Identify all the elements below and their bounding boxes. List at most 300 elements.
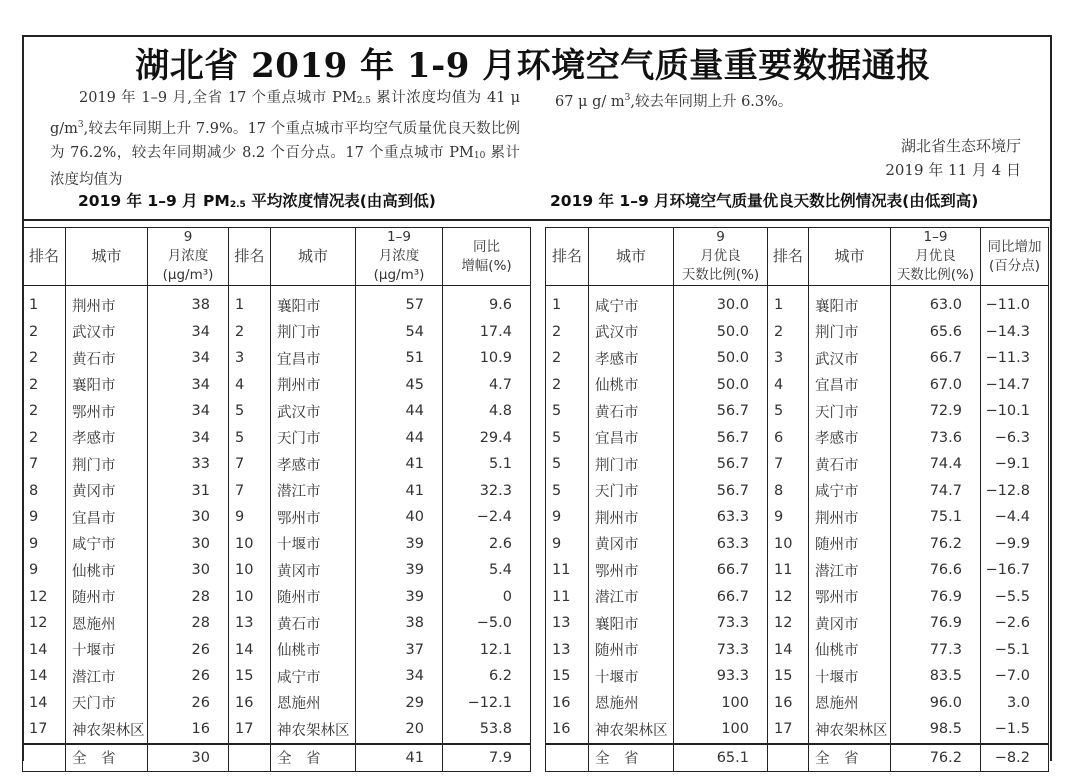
rank-cell: 2: [546, 372, 589, 399]
city-cell: 鄂州市: [271, 504, 356, 531]
city-cell: 黄冈市: [66, 478, 148, 505]
table-row: [546, 425, 1049, 452]
table-row: [23, 584, 531, 611]
value-cell: 34: [148, 319, 229, 346]
table-row: [546, 345, 1049, 372]
rank-cell: 12: [768, 584, 809, 611]
change-cell: 53.8: [443, 716, 531, 744]
rank-cell: 11: [546, 584, 589, 611]
rank-cell: 11: [768, 557, 809, 584]
rank-cell: 14: [23, 690, 66, 717]
city-cell: 潜江市: [66, 663, 148, 690]
city-cell: 武汉市: [66, 319, 148, 346]
rank-cell: 5: [546, 451, 589, 478]
value-cell: 74.7: [891, 478, 981, 505]
change-cell: −4.4: [981, 504, 1049, 531]
value-cell: 83.5: [891, 663, 981, 690]
rank-cell: 6: [768, 425, 809, 452]
table1-title-subscript: 2.5: [229, 200, 246, 210]
table-row: [546, 398, 1049, 425]
value-cell: 20: [356, 716, 443, 744]
value-cell: 30: [148, 557, 229, 584]
city-cell: 孝感市: [66, 425, 148, 452]
value-cell: 96.0: [891, 690, 981, 717]
rank-cell: 2: [23, 319, 66, 346]
city-cell: 随州市: [271, 584, 356, 611]
city-cell: 天门市: [589, 478, 674, 505]
city-cell: 十堰市: [271, 531, 356, 558]
value-cell: 65.6: [891, 319, 981, 346]
change-cell: −11.0: [981, 286, 1049, 319]
city-cell: 恩施州: [271, 690, 356, 717]
change-cell: −10.1: [981, 398, 1049, 425]
rank-cell: 10: [229, 584, 271, 611]
change-cell: 12.1: [443, 637, 531, 664]
change-cell: −2.4: [443, 504, 531, 531]
rank-cell: 17: [229, 716, 271, 744]
column-header: 同比 增幅(%): [443, 228, 531, 286]
change-cell: −8.2: [981, 744, 1049, 772]
column-header: 排名: [546, 228, 589, 286]
column-header: 城市: [66, 228, 148, 286]
value-cell: 41: [356, 744, 443, 772]
column-header: 城市: [809, 228, 891, 286]
value-cell: 76.6: [891, 557, 981, 584]
rank-cell: 2: [23, 372, 66, 399]
table-row: [23, 610, 531, 637]
value-cell: 63.3: [674, 531, 768, 558]
table-row: [546, 557, 1049, 584]
city-cell: 荆州市: [589, 504, 674, 531]
column-header: 同比增加 (百分点): [981, 228, 1049, 286]
city-cell: 鄂州市: [589, 557, 674, 584]
rank-cell: [23, 744, 66, 772]
table-row: [546, 451, 1049, 478]
city-cell: 全 省: [271, 744, 356, 772]
value-cell: 66.7: [674, 584, 768, 611]
rank-cell: 7: [229, 451, 271, 478]
table-row: [546, 610, 1049, 637]
change-cell: −11.3: [981, 345, 1049, 372]
city-cell: 宜昌市: [589, 425, 674, 452]
rank-cell: 9: [546, 531, 589, 558]
column-header: 1–9 月浓度 (μg/m³): [356, 228, 443, 286]
change-cell: 29.4: [443, 425, 531, 452]
rank-cell: 9: [23, 557, 66, 584]
value-cell: 76.2: [891, 744, 981, 772]
rank-cell: 16: [546, 716, 589, 744]
value-cell: 38: [148, 286, 229, 319]
rank-cell: 9: [229, 504, 271, 531]
value-cell: 76.9: [891, 610, 981, 637]
value-cell: 45: [356, 372, 443, 399]
value-cell: 65.1: [674, 744, 768, 772]
value-cell: 100: [674, 690, 768, 717]
table-row: [23, 398, 531, 425]
divider: [22, 219, 1050, 221]
value-cell: 30.0: [674, 286, 768, 319]
city-cell: 荆门市: [809, 319, 891, 346]
value-cell: 76.9: [891, 584, 981, 611]
change-cell: −2.6: [981, 610, 1049, 637]
value-cell: 31: [148, 478, 229, 505]
value-cell: 56.7: [674, 478, 768, 505]
change-cell: −14.3: [981, 319, 1049, 346]
city-cell: 武汉市: [271, 398, 356, 425]
value-cell: 100: [674, 716, 768, 744]
value-cell: 50.0: [674, 372, 768, 399]
table-row: [546, 584, 1049, 611]
column-header: 排名: [23, 228, 66, 286]
rank-cell: 12: [768, 610, 809, 637]
table1-title-text: 平均浓度情况表(由高到低): [245, 192, 436, 210]
value-cell: 39: [356, 531, 443, 558]
rank-cell: 13: [546, 610, 589, 637]
value-cell: 73.3: [674, 637, 768, 664]
column-header: 城市: [271, 228, 356, 286]
change-cell: −5.1: [981, 637, 1049, 664]
city-cell: 天门市: [271, 425, 356, 452]
rank-cell: 9: [23, 504, 66, 531]
city-cell: 鄂州市: [809, 584, 891, 611]
change-cell: −12.1: [443, 690, 531, 717]
rank-cell: 14: [23, 637, 66, 664]
city-cell: 咸宁市: [809, 478, 891, 505]
rank-cell: 17: [23, 716, 66, 744]
table-row: [23, 372, 531, 399]
city-cell: 荆门市: [589, 451, 674, 478]
rank-cell: 5: [546, 478, 589, 505]
table-row: [23, 425, 531, 452]
city-cell: 黄冈市: [809, 610, 891, 637]
change-cell: −5.0: [443, 610, 531, 637]
city-cell: 全 省: [66, 744, 148, 772]
intro-superscript: 3: [77, 120, 84, 130]
value-cell: 40: [356, 504, 443, 531]
rank-cell: 10: [768, 531, 809, 558]
value-cell: 76.2: [891, 531, 981, 558]
city-cell: 十堰市: [589, 663, 674, 690]
value-cell: 28: [148, 610, 229, 637]
value-cell: 51: [356, 345, 443, 372]
change-cell: 5.1: [443, 451, 531, 478]
rank-cell: [546, 744, 589, 772]
signature-org: 湖北省生态环境厅: [900, 137, 1021, 155]
table1-title: [78, 189, 436, 211]
change-cell: −6.3: [981, 425, 1049, 452]
rank-cell: 3: [768, 345, 809, 372]
intro-paragraph: [50, 86, 520, 192]
city-cell: 荆州市: [271, 372, 356, 399]
city-cell: 襄阳市: [271, 286, 356, 319]
intro-text: 67 μ g/ m: [555, 93, 625, 110]
intro-text: 累计浓度均值为 41 μ g/m: [50, 90, 521, 137]
value-cell: 66.7: [674, 557, 768, 584]
table-row: [23, 716, 531, 744]
rank-cell: 5: [768, 398, 809, 425]
city-cell: 天门市: [809, 398, 891, 425]
value-cell: 50.0: [674, 345, 768, 372]
table-row: [23, 451, 531, 478]
city-cell: 黄石市: [66, 345, 148, 372]
rank-cell: 15: [546, 663, 589, 690]
table-row: [546, 372, 1049, 399]
value-cell: 50.0: [674, 319, 768, 346]
value-cell: 34: [148, 425, 229, 452]
rank-cell: 2: [229, 319, 271, 346]
change-cell: 0: [443, 584, 531, 611]
good-days-table: [545, 227, 1049, 772]
rank-cell: 7: [768, 451, 809, 478]
city-cell: 潜江市: [809, 557, 891, 584]
rank-cell: 5: [546, 398, 589, 425]
city-cell: 神农架林区: [66, 716, 148, 744]
change-cell: 2.6: [443, 531, 531, 558]
rank-cell: 4: [768, 372, 809, 399]
rank-cell: 7: [229, 478, 271, 505]
city-cell: 黄冈市: [589, 531, 674, 558]
rank-cell: 16: [768, 690, 809, 717]
rank-cell: 17: [768, 716, 809, 744]
city-cell: 咸宁市: [66, 531, 148, 558]
column-header: 城市: [589, 228, 674, 286]
table-row: [23, 319, 531, 346]
column-header: 9 月浓度 (μg/m³): [148, 228, 229, 286]
change-cell: 32.3: [443, 478, 531, 505]
signature-date: 2019 年 11 月 4 日: [885, 161, 1021, 179]
city-cell: 随州市: [589, 637, 674, 664]
change-cell: 4.8: [443, 398, 531, 425]
column-header: 1–9 月优良 天数比例(%): [891, 228, 981, 286]
city-cell: 神农架林区: [271, 716, 356, 744]
table-row: [546, 531, 1049, 558]
column-header: 排名: [229, 228, 271, 286]
value-cell: 39: [356, 557, 443, 584]
city-cell: 荆门市: [66, 451, 148, 478]
table-row: [23, 478, 531, 505]
rank-cell: 5: [229, 425, 271, 452]
change-cell: 9.6: [443, 286, 531, 319]
value-cell: 73.6: [891, 425, 981, 452]
rank-cell: 12: [23, 584, 66, 611]
rank-cell: 1: [23, 286, 66, 319]
rank-cell: 8: [768, 478, 809, 505]
value-cell: 37: [356, 637, 443, 664]
city-cell: 仙桃市: [809, 637, 891, 664]
city-cell: 恩施州: [589, 690, 674, 717]
value-cell: 56.7: [674, 398, 768, 425]
city-cell: 神农架林区: [809, 716, 891, 744]
intro-subscript: 10: [473, 150, 486, 161]
city-cell: 黄冈市: [271, 557, 356, 584]
city-cell: 仙桃市: [271, 637, 356, 664]
change-cell: 7.9: [443, 744, 531, 772]
value-cell: 16: [148, 716, 229, 744]
rank-cell: 2: [23, 345, 66, 372]
table-row: [546, 504, 1049, 531]
table-row: [546, 319, 1049, 346]
rank-cell: [229, 744, 271, 772]
change-cell: 17.4: [443, 319, 531, 346]
table-row: [546, 663, 1049, 690]
city-cell: 咸宁市: [589, 286, 674, 319]
value-cell: 44: [356, 425, 443, 452]
value-cell: 26: [148, 637, 229, 664]
city-cell: 十堰市: [66, 637, 148, 664]
rank-cell: 5: [546, 425, 589, 452]
value-cell: 74.4: [891, 451, 981, 478]
city-cell: 襄阳市: [589, 610, 674, 637]
value-cell: 39: [356, 584, 443, 611]
value-cell: 34: [148, 372, 229, 399]
change-cell: 6.2: [443, 663, 531, 690]
value-cell: 73.3: [674, 610, 768, 637]
rank-cell: 8: [23, 478, 66, 505]
value-cell: 63.3: [674, 504, 768, 531]
city-cell: 武汉市: [809, 345, 891, 372]
change-cell: −1.5: [981, 716, 1049, 744]
table-row: [23, 690, 531, 717]
value-cell: 56.7: [674, 425, 768, 452]
city-cell: 孝感市: [271, 451, 356, 478]
rank-cell: 14: [768, 637, 809, 664]
rank-cell: 15: [768, 663, 809, 690]
intro-superscript: 3: [624, 93, 631, 103]
table-row: [23, 663, 531, 690]
rank-cell: 15: [229, 663, 271, 690]
intro-text: 2019 年 1–9 月,全省 17 个重点城市 PM: [79, 90, 357, 106]
rank-cell: 5: [229, 398, 271, 425]
change-cell: 3.0: [981, 690, 1049, 717]
rank-cell: 13: [229, 610, 271, 637]
change-cell: 4.7: [443, 372, 531, 399]
value-cell: 41: [356, 451, 443, 478]
city-cell: 黄石市: [809, 451, 891, 478]
value-cell: 34: [356, 663, 443, 690]
city-cell: 恩施州: [66, 610, 148, 637]
value-cell: 34: [148, 398, 229, 425]
table-row: [23, 345, 531, 372]
city-cell: 仙桃市: [66, 557, 148, 584]
value-cell: 54: [356, 319, 443, 346]
city-cell: 宜昌市: [66, 504, 148, 531]
city-cell: 荆州市: [66, 286, 148, 319]
rank-cell: 16: [229, 690, 271, 717]
value-cell: 75.1: [891, 504, 981, 531]
rank-cell: 10: [229, 531, 271, 558]
city-cell: 鄂州市: [66, 398, 148, 425]
value-cell: 93.3: [674, 663, 768, 690]
rank-cell: 2: [23, 425, 66, 452]
city-cell: 十堰市: [809, 663, 891, 690]
city-cell: 武汉市: [589, 319, 674, 346]
city-cell: 孝感市: [589, 345, 674, 372]
value-cell: 44: [356, 398, 443, 425]
intro-paragraph-continued: [555, 86, 1035, 114]
table-header-row: [23, 228, 531, 286]
rank-cell: 2: [546, 345, 589, 372]
city-cell: 全 省: [809, 744, 891, 772]
change-cell: −7.0: [981, 663, 1049, 690]
value-cell: 29: [356, 690, 443, 717]
rank-cell: 2: [546, 319, 589, 346]
rank-cell: 12: [23, 610, 66, 637]
city-cell: 咸宁市: [271, 663, 356, 690]
table-row: [23, 504, 531, 531]
value-cell: 67.0: [891, 372, 981, 399]
value-cell: 77.3: [891, 637, 981, 664]
rank-cell: 1: [768, 286, 809, 319]
change-cell: −16.7: [981, 557, 1049, 584]
value-cell: 33: [148, 451, 229, 478]
city-cell: 全 省: [589, 744, 674, 772]
rank-cell: 3: [229, 345, 271, 372]
city-cell: 神农架林区: [589, 716, 674, 744]
rank-cell: 13: [546, 637, 589, 664]
change-cell: −14.7: [981, 372, 1049, 399]
rank-cell: 4: [229, 372, 271, 399]
intro-text: ,较去年同期上升 6.3%。: [630, 93, 793, 110]
city-cell: 孝感市: [809, 425, 891, 452]
value-cell: 28: [148, 584, 229, 611]
rank-cell: 2: [768, 319, 809, 346]
value-cell: 72.9: [891, 398, 981, 425]
table1-title-text: 2019 年 1–9 月 PM: [78, 192, 230, 210]
value-cell: 38: [356, 610, 443, 637]
city-cell: 仙桃市: [589, 372, 674, 399]
rank-cell: 1: [229, 286, 271, 319]
value-cell: 30: [148, 531, 229, 558]
table-row: [23, 286, 531, 319]
table-row: [546, 637, 1049, 664]
value-cell: 57: [356, 286, 443, 319]
intro-text: ,较去年同期上升 7.9%。17 个重点城市平均空气质量优良天数比例为 76.2%，较去年同期减少 8.2 个百分点。17 个重点城市 PM: [50, 120, 520, 161]
value-cell: 66.7: [891, 345, 981, 372]
city-cell: 黄石市: [589, 398, 674, 425]
change-cell: −9.9: [981, 531, 1049, 558]
change-cell: −9.1: [981, 451, 1049, 478]
rank-cell: 9: [546, 504, 589, 531]
intro-text: 累计浓度均值为: [50, 144, 520, 188]
rank-cell: 9: [23, 531, 66, 558]
city-cell: 黄石市: [271, 610, 356, 637]
pm25-table: [22, 227, 531, 772]
column-header: 9 月优良 天数比例(%): [674, 228, 768, 286]
city-cell: 襄阳市: [66, 372, 148, 399]
city-cell: 天门市: [66, 690, 148, 717]
signature: [885, 134, 1021, 182]
value-cell: 26: [148, 663, 229, 690]
city-cell: 潜江市: [589, 584, 674, 611]
table-row: [546, 286, 1049, 319]
value-cell: 34: [148, 345, 229, 372]
table2-title: 2019 年 1–9 月环境空气质量优良天数比例情况表(由低到高): [550, 192, 979, 210]
rank-cell: 9: [768, 504, 809, 531]
table-row: [546, 690, 1049, 717]
rank-cell: 1: [546, 286, 589, 319]
change-cell: −12.8: [981, 478, 1049, 505]
rank-cell: 10: [229, 557, 271, 584]
rank-cell: 14: [23, 663, 66, 690]
rank-cell: 16: [546, 690, 589, 717]
city-cell: 宜昌市: [809, 372, 891, 399]
city-cell: 随州市: [66, 584, 148, 611]
rank-cell: 11: [546, 557, 589, 584]
document-title: 湖北省 2019 年 1-9 月环境空气质量重要数据通报: [135, 46, 931, 86]
table-row: [546, 478, 1049, 505]
value-cell: 26: [148, 690, 229, 717]
value-cell: 63.0: [891, 286, 981, 319]
